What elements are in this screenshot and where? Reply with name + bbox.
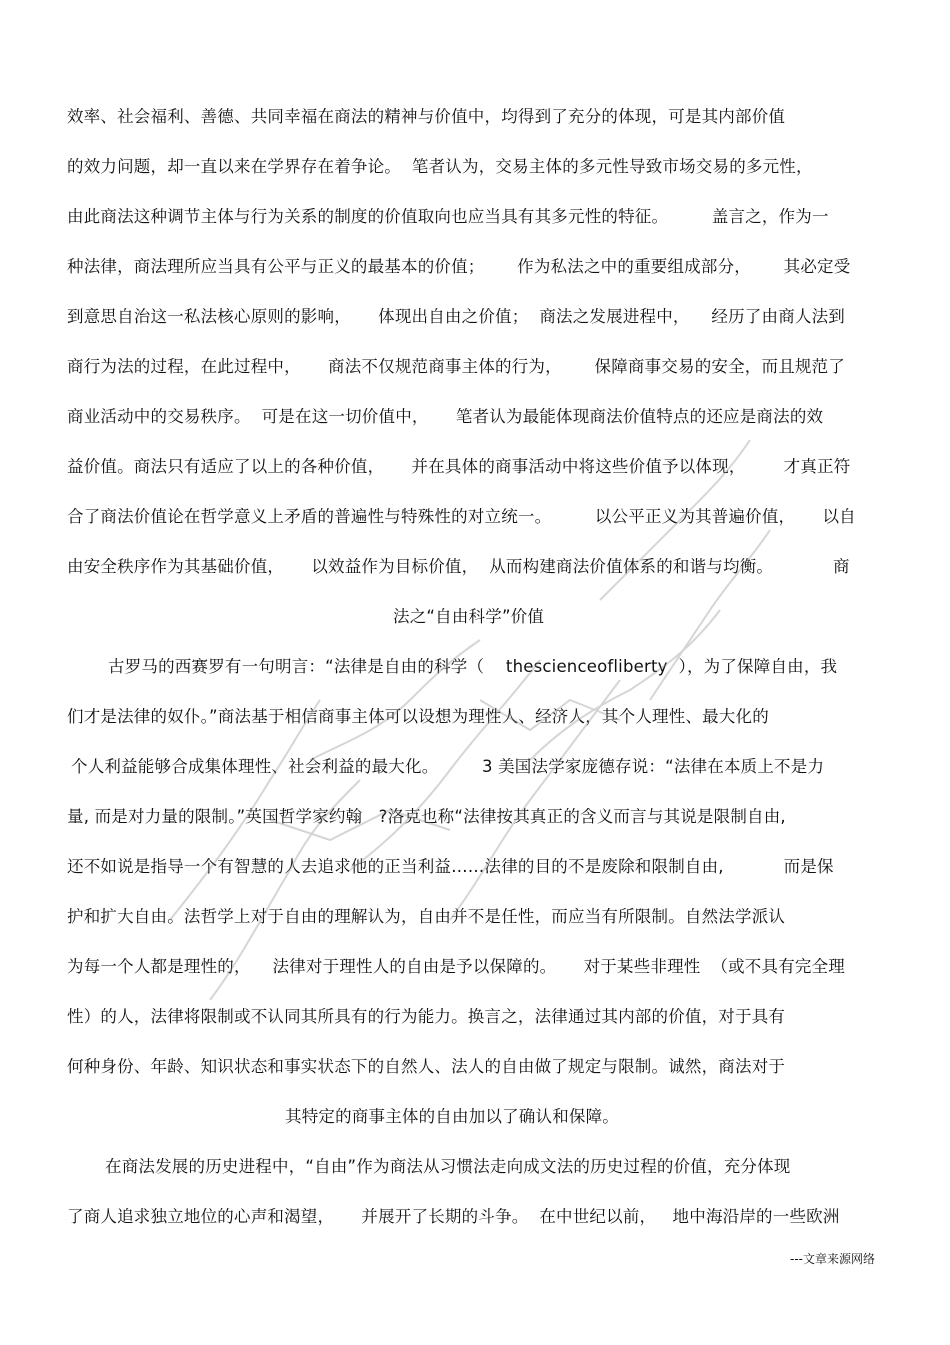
text-line: 由此商法这种调节主体与行为关系的制度的价值取向也应当具有其多元性的特征。 盖言之，作为一	[67, 207, 829, 226]
text-line: 个人利益能够合成集体理性、社会利益的最大化。 3 美国法学家庞德存说：“法律在本质上不是力	[71, 757, 825, 776]
text-line: 到意思自治这一私法核心原则的影响， 体现出自由之价值； 商法之发展进程中， 经历了由商人法到	[67, 307, 845, 326]
text-line: 了商人追求独立地位的心声和渴望， 并展开了长期的斗争。 在中世纪以前， 地中海沿岸的一些欧洲	[67, 1207, 840, 1226]
text-line: 商业活动中的交易秩序。 可是在这一切价值中， 笔者认为最能体现商法价值特点的还应是商法的效	[67, 407, 824, 426]
text-line: 何种身份、年龄、知识状态和事实状态下的自然人、法人的自由做了规定与限制。诚然，商法对于	[67, 1057, 786, 1076]
text-line: 量, 而是对力量的限制。”英国哲学家约翰 ?洛克也称“法律按其真正的含义而言与其说是限制自由,	[67, 807, 786, 826]
text-line: 在商法发展的历史进程中，“自由”作为商法从习惯法走向成文法的历史过程的价值，充分体现	[105, 1157, 791, 1176]
source-footer: ---文章来源网络	[790, 1252, 875, 1266]
text-line: 由安全秩序作为其基础价值， 以效益作为目标价值， 从而构建商法价值体系的和谐与均衡。 商	[67, 557, 850, 576]
text-line: 商行为法的过程，在此过程中， 商法不仅规范商事主体的行为， 保障商事交易的安全，而且规范了	[67, 357, 845, 376]
text-line: 合了商法价值论在哲学意义上矛盾的普遍性与特殊性的对立统一。 以公平正义为其普遍价值， 以自	[67, 507, 856, 526]
text-line: 的效力问题，却一直以来在学界存在着争论。 笔者认为，交易主体的多元性导致市场交易的多元性，	[67, 157, 813, 176]
text-line: 为每一个人都是理性的， 法律对于理性人的自由是予以保障的。 对于某些非理性 （或不具有完全理	[67, 957, 845, 976]
text-line: 们才是法律的奴仆。”商法基于相信商事主体可以设想为理性人、经济人，其个人理性、最大化的	[67, 707, 769, 726]
text-line: 其特定的商事主体的自由加以了确认和保障。	[285, 1107, 619, 1126]
text-line: 益价值。商法只有适应了以上的各种价值， 并在具体的商事活动中将这些价值予以体现， 才真正符	[67, 457, 851, 476]
text-line: 古罗马的西赛罗有一句明言：“法律是自由的科学（ thescienceofliberty ），为了保障自由，我	[108, 657, 838, 676]
section-heading: 法之“自由科学”价值	[393, 607, 545, 626]
text-line: 效率、社会福利、善德、共同幸福在商法的精神与价值中，均得到了充分的体现，可是其内部价值	[67, 107, 786, 126]
text-line: 还不如说是指导一个有智慧的人去追求他的正当利益……法律的目的不是废除和限制自由, 而是保	[67, 857, 834, 876]
text-line: 护和扩大自由。法哲学上对于自由的理解认为，自由并不是任性，而应当有所限制。自然法学派认	[67, 907, 786, 926]
text-line: 种法律，商法理所应当具有公平与正义的最基本的价值； 作为私法之中的重要组成部分， 其必定受	[67, 257, 851, 276]
text-line: 性）的人，法律将限制或不认同其所具有的行为能力。换言之，法律通过其内部的价值，对于具有	[67, 1007, 786, 1026]
